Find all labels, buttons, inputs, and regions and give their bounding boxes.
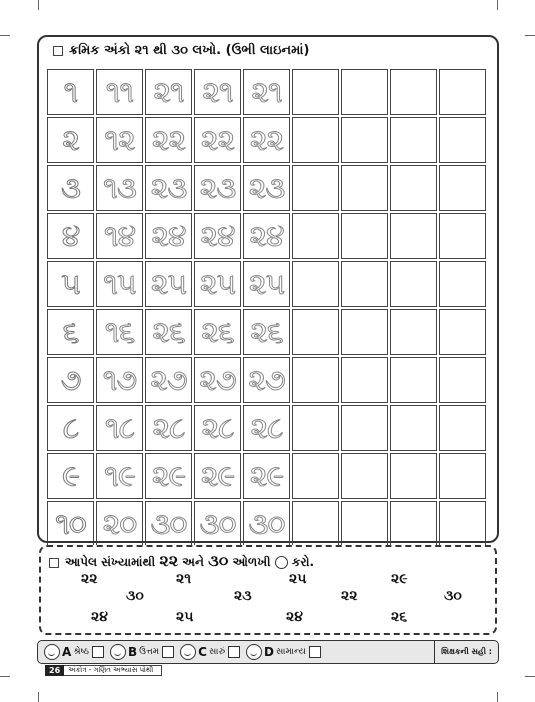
grade-letter: A bbox=[62, 645, 72, 659]
grade-label: સામાન્ય bbox=[276, 647, 306, 657]
crop-mark bbox=[497, 0, 498, 10]
empty-write-cell[interactable] bbox=[292, 357, 339, 403]
trace-number-cell: ૧૦ bbox=[47, 501, 94, 547]
crop-mark bbox=[525, 676, 535, 677]
trace-number-cell: ૨૪ bbox=[145, 213, 192, 259]
trace-number-cell: ૧૫ bbox=[96, 261, 143, 307]
empty-write-cell[interactable] bbox=[292, 117, 339, 163]
trace-number-cell: ૨ bbox=[47, 117, 94, 163]
empty-write-cell[interactable] bbox=[292, 213, 339, 259]
tracing-section bbox=[37, 35, 499, 543]
trace-number-cell: ૯ bbox=[47, 453, 94, 499]
trace-number-cell: ૨૩ bbox=[243, 165, 290, 211]
empty-write-cell[interactable] bbox=[439, 405, 486, 451]
grading-footer bbox=[37, 640, 499, 664]
trace-number-cell: ૨૩ bbox=[194, 165, 241, 211]
trace-number-cell: ૨૭ bbox=[145, 357, 192, 403]
instruction-text-2: ઓળખી bbox=[232, 555, 271, 569]
trace-number-cell: ૨૧ bbox=[145, 69, 192, 115]
trace-number-cell: ૧૭ bbox=[96, 357, 143, 403]
smiley-icon bbox=[246, 644, 262, 660]
trace-number-cell: ૨૧ bbox=[243, 69, 290, 115]
exercise-instruction bbox=[49, 551, 314, 571]
trace-number-cell: ૨૫ bbox=[243, 261, 290, 307]
empty-write-cell[interactable] bbox=[439, 165, 486, 211]
number-choice[interactable]: ૨૪ bbox=[91, 609, 108, 625]
empty-write-cell[interactable] bbox=[341, 453, 388, 499]
grade-option bbox=[246, 644, 321, 660]
empty-write-cell[interactable] bbox=[292, 165, 339, 211]
grade-option bbox=[44, 644, 104, 660]
empty-write-cell[interactable] bbox=[439, 261, 486, 307]
grade-label: શ્રેષ્ઠ bbox=[73, 647, 89, 657]
empty-write-cell[interactable] bbox=[390, 69, 437, 115]
grid-row bbox=[47, 165, 493, 211]
grade-checkbox[interactable] bbox=[92, 646, 104, 658]
trace-number-cell: ૧૪ bbox=[96, 213, 143, 259]
empty-write-cell[interactable] bbox=[341, 165, 388, 211]
page-bar bbox=[45, 665, 162, 676]
empty-write-cell[interactable] bbox=[439, 69, 486, 115]
empty-write-cell[interactable] bbox=[390, 309, 437, 355]
trace-number-cell: ૪ bbox=[47, 213, 94, 259]
grid-row bbox=[47, 117, 493, 163]
empty-write-cell[interactable] bbox=[341, 357, 388, 403]
grade-option bbox=[180, 644, 240, 660]
crop-mark bbox=[0, 676, 10, 677]
trace-number-cell: ૨૮ bbox=[145, 405, 192, 451]
number-choice[interactable]: ૨૫ bbox=[289, 571, 307, 587]
empty-write-cell[interactable] bbox=[390, 261, 437, 307]
trace-number-cell: ૬ bbox=[47, 309, 94, 355]
empty-write-cell[interactable] bbox=[341, 309, 388, 355]
trace-number-cell: ૧ bbox=[47, 69, 94, 115]
teacher-sign-label: શિક્ષકની સહી : bbox=[434, 641, 492, 663]
trace-number-cell: ૧૬ bbox=[96, 309, 143, 355]
trace-number-cell: ૧૯ bbox=[96, 453, 143, 499]
empty-write-cell[interactable] bbox=[341, 117, 388, 163]
grade-letter: C bbox=[198, 645, 207, 659]
grid-row bbox=[47, 213, 493, 259]
trace-number-cell: ૨૬ bbox=[145, 309, 192, 355]
trace-number-cell: ૨૮ bbox=[194, 405, 241, 451]
number-choice[interactable]: ૨૬ bbox=[391, 609, 408, 625]
trace-number-cell: ૧૩ bbox=[96, 165, 143, 211]
section-title bbox=[53, 43, 309, 58]
trace-number-cell: ૧૧ bbox=[96, 69, 143, 115]
page-number: 26 bbox=[45, 665, 64, 676]
grade-label: સારું bbox=[208, 647, 226, 657]
crop-mark bbox=[497, 692, 498, 702]
identify-section bbox=[39, 545, 497, 635]
empty-write-cell[interactable] bbox=[390, 213, 437, 259]
crop-mark bbox=[38, 692, 39, 702]
worksheet-page bbox=[37, 35, 499, 675]
grade-option bbox=[110, 644, 174, 660]
grid-row bbox=[47, 261, 493, 307]
empty-write-cell[interactable] bbox=[439, 357, 486, 403]
trace-number-cell: ૨૪ bbox=[243, 213, 290, 259]
grade-checkbox[interactable] bbox=[309, 646, 321, 658]
grid-row bbox=[47, 453, 493, 499]
target-number-a: ૨૨ bbox=[159, 551, 179, 570]
trace-number-cell: ૨૧ bbox=[194, 69, 241, 115]
empty-write-cell[interactable] bbox=[341, 405, 388, 451]
target-number-b: ૩૦ bbox=[208, 551, 229, 570]
trace-number-cell: ૮ bbox=[47, 405, 94, 451]
empty-write-cell[interactable] bbox=[292, 405, 339, 451]
smiley-icon bbox=[44, 644, 60, 660]
empty-write-cell[interactable] bbox=[439, 213, 486, 259]
number-choice[interactable]: ૩૦ bbox=[126, 588, 144, 604]
grade-letter: D bbox=[264, 645, 275, 659]
smiley-icon bbox=[110, 644, 126, 660]
grid-row bbox=[47, 405, 493, 451]
grid-row bbox=[47, 357, 493, 403]
instruction-conj: અને bbox=[182, 555, 204, 569]
smiley-icon bbox=[180, 644, 196, 660]
instruction-text-3: કરો. bbox=[291, 555, 315, 569]
grid-row bbox=[47, 501, 493, 547]
trace-number-cell: ૨૭ bbox=[243, 357, 290, 403]
empty-write-cell[interactable] bbox=[439, 501, 486, 547]
empty-write-cell[interactable] bbox=[292, 69, 339, 115]
trace-number-cell: ૨૨ bbox=[243, 117, 290, 163]
trace-number-cell: ૨૮ bbox=[243, 405, 290, 451]
empty-write-cell[interactable] bbox=[341, 213, 388, 259]
section-title-text: ક્રમિક અંકો ૨૧ થી ૩૦ લખો. (ઉભી લાઇનમાં) bbox=[69, 43, 310, 58]
trace-number-cell: ૨૫ bbox=[194, 261, 241, 307]
number-choice[interactable]: ૨૯ bbox=[391, 571, 408, 587]
number-choice[interactable]: ૨૨ bbox=[341, 588, 358, 604]
trace-number-cell: ૧૮ bbox=[96, 405, 143, 451]
number-choice[interactable]: ૨૩ bbox=[234, 588, 252, 604]
trace-number-cell: ૨૨ bbox=[145, 117, 192, 163]
grid-row bbox=[47, 69, 493, 115]
empty-write-cell[interactable] bbox=[390, 405, 437, 451]
empty-write-cell[interactable] bbox=[292, 501, 339, 547]
grade-checkbox[interactable] bbox=[228, 646, 240, 658]
crop-mark bbox=[525, 35, 535, 36]
instruction-text: આપેલ સંખ્યામાંથી bbox=[65, 555, 156, 569]
trace-number-cell: ૨૦ bbox=[96, 501, 143, 547]
square-bullet-icon bbox=[53, 46, 63, 56]
trace-number-cell: ૨૬ bbox=[194, 309, 241, 355]
trace-number-cell: ૨૯ bbox=[145, 453, 192, 499]
crop-mark bbox=[38, 0, 39, 10]
empty-write-cell[interactable] bbox=[390, 165, 437, 211]
trace-number-cell: ૨૨ bbox=[194, 117, 241, 163]
empty-write-cell[interactable] bbox=[390, 117, 437, 163]
empty-write-cell[interactable] bbox=[439, 117, 486, 163]
number-choice[interactable]: ૨૪ bbox=[286, 609, 303, 625]
square-bullet-icon bbox=[49, 558, 59, 568]
empty-write-cell[interactable] bbox=[390, 501, 437, 547]
tracing-grid bbox=[47, 69, 493, 549]
trace-number-cell: ૨૭ bbox=[194, 357, 241, 403]
trace-number-cell: ૩૦ bbox=[243, 501, 290, 547]
empty-write-cell[interactable] bbox=[341, 501, 388, 547]
trace-number-cell: ૩૦ bbox=[145, 501, 192, 547]
empty-write-cell[interactable] bbox=[292, 309, 339, 355]
trace-number-cell: ૭ bbox=[47, 357, 94, 403]
trace-number-cell: ૨૯ bbox=[194, 453, 241, 499]
circle-icon bbox=[275, 556, 288, 569]
empty-write-cell[interactable] bbox=[341, 261, 388, 307]
grade-letter: B bbox=[127, 645, 138, 659]
trace-number-cell: ૧૨ bbox=[96, 117, 143, 163]
grade-checkbox[interactable] bbox=[162, 646, 174, 658]
trace-number-cell: ૩૦ bbox=[194, 501, 241, 547]
trace-number-cell: ૨૯ bbox=[243, 453, 290, 499]
grade-label: ઉત્તમ bbox=[139, 647, 160, 657]
trace-number-cell: ૨૪ bbox=[194, 213, 241, 259]
number-choice[interactable]: ૩૦ bbox=[444, 588, 462, 604]
empty-write-cell[interactable] bbox=[341, 69, 388, 115]
empty-write-cell[interactable] bbox=[439, 453, 486, 499]
number-choice[interactable]: ૨૧ bbox=[176, 571, 192, 587]
number-choice[interactable]: ૨૫ bbox=[176, 609, 194, 625]
trace-number-cell: ૫ bbox=[47, 261, 94, 307]
trace-number-cell: ૨૩ bbox=[145, 165, 192, 211]
empty-write-cell[interactable] bbox=[292, 453, 339, 499]
trace-number-cell: ૨૬ bbox=[243, 309, 290, 355]
empty-write-cell[interactable] bbox=[439, 309, 486, 355]
trace-number-cell: ૩ bbox=[47, 165, 94, 211]
empty-write-cell[interactable] bbox=[292, 261, 339, 307]
book-title: અંકોત્ર - ગણિત અભ્યાસ પોથી bbox=[64, 665, 162, 676]
crop-mark bbox=[0, 35, 10, 36]
empty-write-cell[interactable] bbox=[390, 453, 437, 499]
empty-write-cell[interactable] bbox=[390, 357, 437, 403]
number-choice[interactable]: ૨૨ bbox=[81, 571, 98, 587]
trace-number-cell: ૨૫ bbox=[145, 261, 192, 307]
grid-row bbox=[47, 309, 493, 355]
